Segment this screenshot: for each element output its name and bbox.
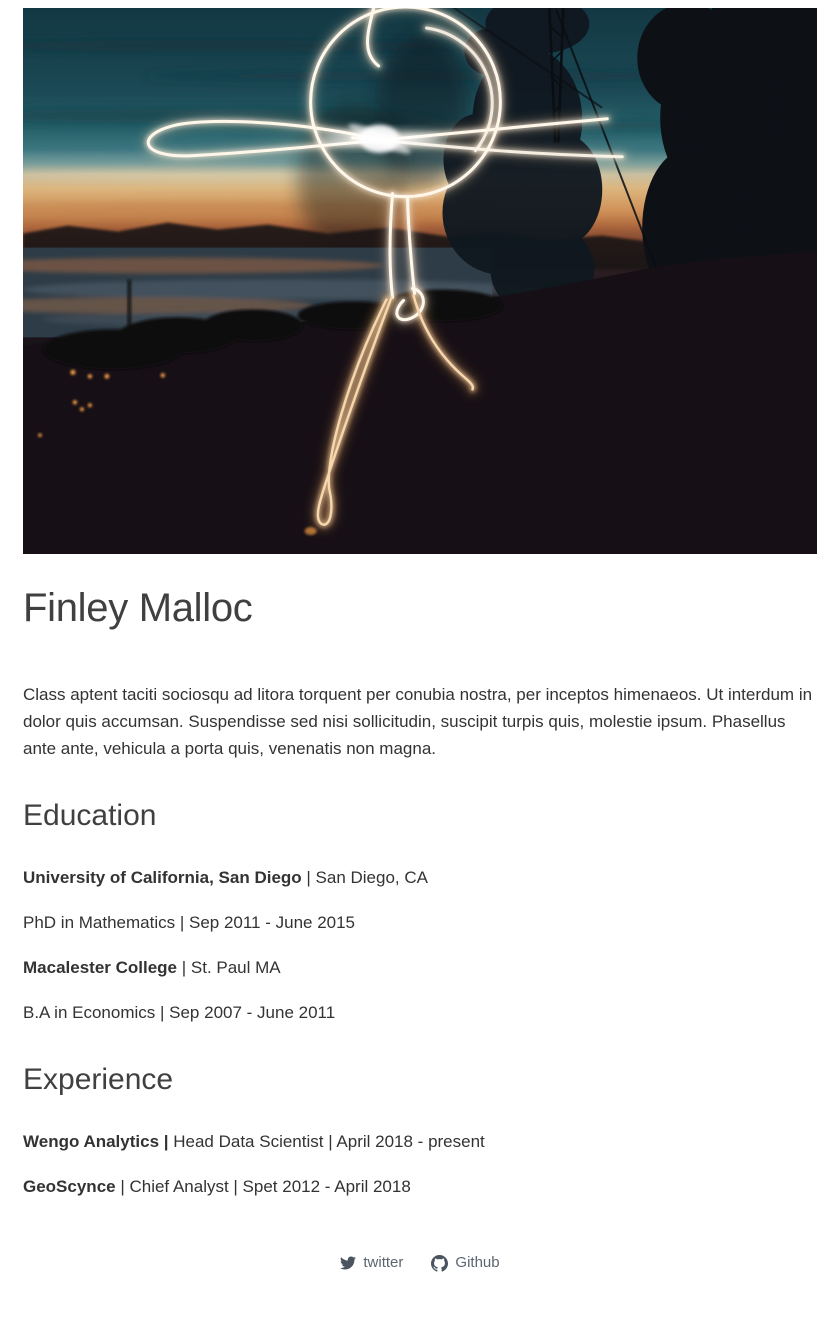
entry-location: | St. Paul MA <box>177 958 281 977</box>
entry-institution: Macalester College <box>23 958 178 977</box>
twitter-link-label: twitter <box>363 1254 404 1271</box>
entry-role: | Chief Analyst | Spet 2012 - April 2018 <box>115 1177 411 1196</box>
education-entry <box>23 954 817 981</box>
twitter-icon <box>340 1255 356 1271</box>
entry-company: Wengo Analytics | <box>23 1132 169 1151</box>
education-entry <box>23 864 817 891</box>
education-entry-detail: PhD in Mathematics | Sep 2011 - June 2015 <box>23 913 356 932</box>
entry-role: Head Data Scientist | April 2018 - present <box>168 1132 485 1151</box>
section-heading-experience: Experience <box>23 1063 174 1096</box>
education-entry-detail: B.A in Economics | Sep 2007 - June 2011 <box>23 1003 336 1022</box>
twitter-link[interactable] <box>340 1254 403 1272</box>
section-heading-education: Education <box>23 799 157 832</box>
github-icon <box>431 1255 448 1272</box>
hero-image <box>23 8 817 554</box>
entry-institution: University of California, San Diego <box>23 868 302 887</box>
entry-location: | San Diego, CA <box>301 868 428 887</box>
page-title: Finley Malloc <box>23 586 253 630</box>
footer <box>23 1254 817 1272</box>
bio-paragraph: Class aptent taciti sociosqu ad litora torquent per conubia nostra, per inceptos himenaeos. Ut interdum in dolor quis accumsan. Suspendisse sed nisi sollicitudin, suscipit turpis quis, molestie ipsum. Phasellus ante ante, vehicula a porta quis, venenatis non magna. <box>23 685 813 758</box>
experience-entry <box>23 1128 817 1155</box>
github-link-label: Github <box>455 1254 500 1271</box>
experience-entry <box>23 1173 817 1200</box>
entry-company: GeoScynce <box>23 1177 116 1196</box>
github-link[interactable] <box>431 1254 499 1272</box>
hero-illustration <box>23 8 817 554</box>
